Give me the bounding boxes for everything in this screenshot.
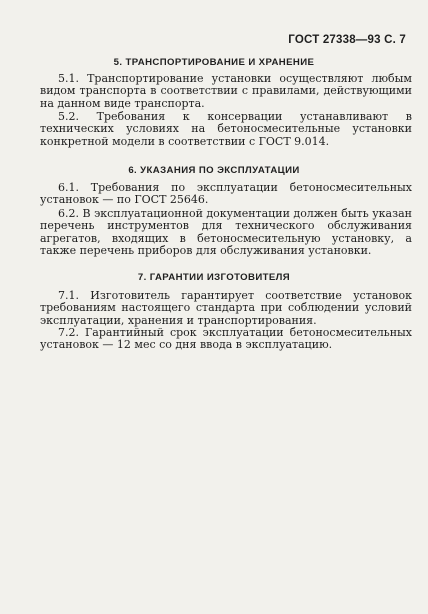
paragraph: 5.2. Требования к консервации устанавливают в технических условиях на бетоносмесительные установки конкретной модели в соответствии с ГОСТ 9.014.: [40, 110, 412, 148]
section-title: 7. ГАРАНТИИ ИЗГОТОВИТЕЛЯ: [137, 272, 291, 283]
page-header: ГОСТ 27338—93 С. 7: [288, 34, 406, 46]
paragraph: 6.1. Требования по эксплуатации бетоносмесительных установок — по ГОСТ 25646.: [40, 181, 412, 207]
section-title: 6. УКАЗАНИЯ ПО ЭКСПЛУАТАЦИИ: [128, 165, 300, 176]
paragraph: 5.1. Транспортирование установки осуществляют любым видом транспорта в соответствии с правилами, действующими на данном виде транспорта.: [40, 72, 412, 110]
section-title: 5. ТРАНСПОРТИРОВАНИЕ И ХРАНЕНИЕ: [113, 57, 315, 68]
paragraph: 7.1. Изготовитель гарантирует соответствие установок требованиям настоящего стандарта при соблюдении условий эксплуатации, хранения и транспортирования.: [40, 289, 412, 327]
paragraph: 7.2. Гарантийный срок эксплуатации бетоносмесительных установок — 12 мес со дня ввода в эксплуатацию.: [40, 326, 412, 352]
paragraph: 6.2. В эксплуатационной документации должен быть указан перечень инструментов для технического обслуживания агрегатов, входящих в бетоносмесительную установку, а также перечень приборов для обслуживания установки.: [40, 207, 412, 257]
